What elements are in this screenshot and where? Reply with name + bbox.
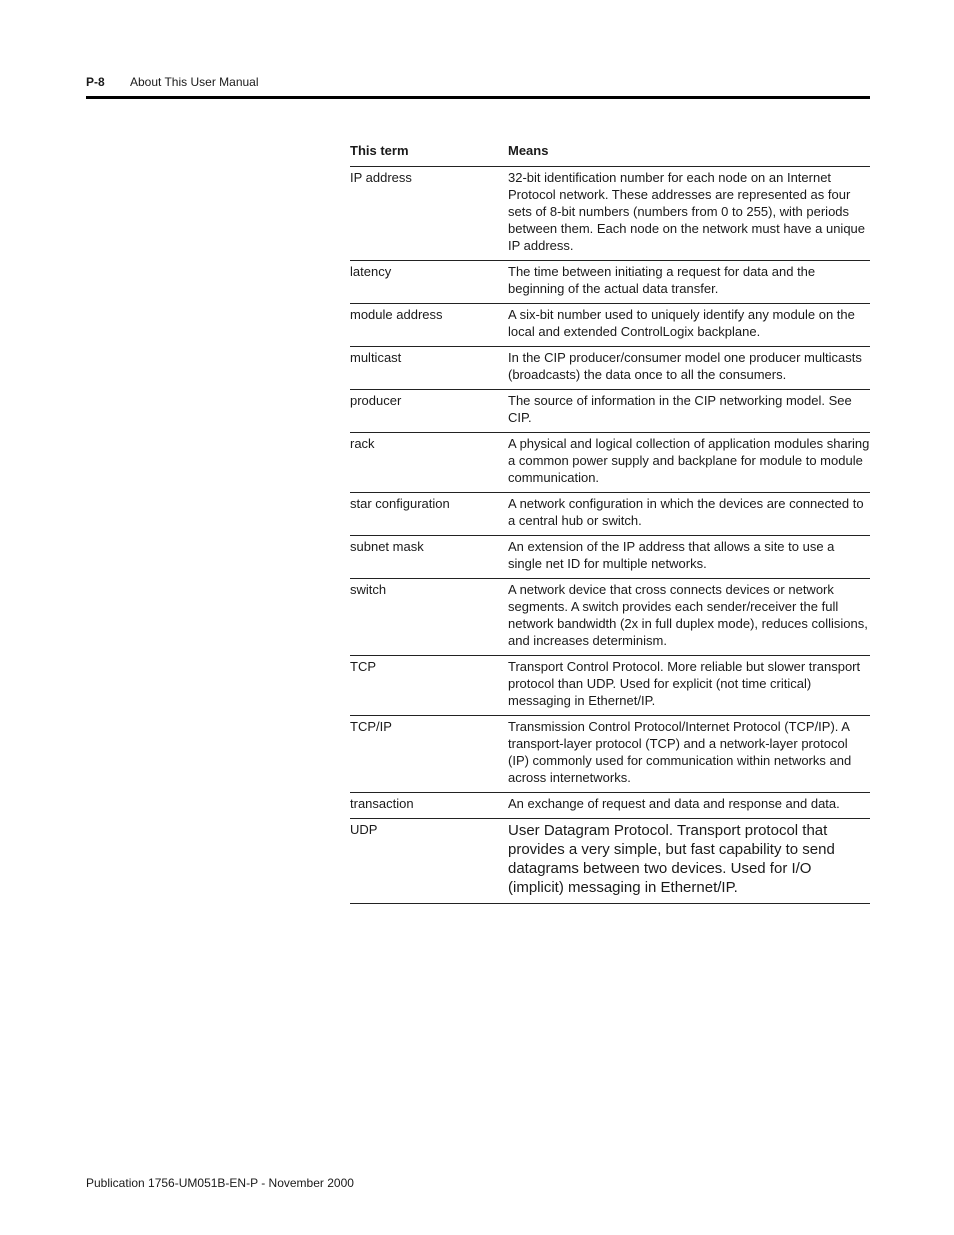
- definition-cell: In the CIP producer/consumer model one producer multicasts (broadcasts) the data once to all the consumers.: [508, 350, 862, 382]
- table-row: [350, 167, 870, 261]
- table-header: [350, 140, 870, 167]
- table-row: [350, 793, 870, 819]
- term-cell: rack: [350, 436, 375, 451]
- term-cell: IP address: [350, 170, 412, 185]
- table-row: [350, 579, 870, 656]
- definition-cell: The source of information in the CIP networking model. See CIP.: [508, 393, 852, 425]
- table-row: [350, 656, 870, 716]
- table-row: [350, 819, 870, 904]
- table-row: [350, 716, 870, 793]
- table-row: [350, 433, 870, 493]
- publication-footer: Publication 1756-UM051B-EN-P - November 2000: [86, 1176, 354, 1190]
- definition-cell: A network device that cross connects devices or network segments. A switch provides each sender/receiver the full network bandwidth (2x in full duplex mode), reduces collisions, and increases determinism.: [508, 582, 868, 648]
- definition-cell: A six-bit number used to uniquely identify any module on the local and extended ControlLogix backplane.: [508, 307, 855, 339]
- table-row: [350, 347, 870, 390]
- table-row: [350, 261, 870, 304]
- table-row: [350, 304, 870, 347]
- definition-cell: The time between initiating a request for data and the beginning of the actual data transfer.: [508, 264, 816, 296]
- definition-cell: A physical and logical collection of application modules sharing a common power supply and backplane for module to module communication.: [508, 436, 870, 485]
- term-cell: subnet mask: [350, 539, 424, 554]
- definition-cell: User Datagram Protocol. Transport protocol that provides a very simple, but fast capability to send datagrams between two devices. Used for I/O (implicit) messaging in Ethernet/IP.: [508, 822, 835, 896]
- table-row: [350, 493, 870, 536]
- term-cell: TCP/IP: [350, 719, 392, 734]
- term-cell: multicast: [350, 350, 402, 365]
- page-number: P-8: [86, 75, 105, 89]
- term-cell: transaction: [350, 796, 414, 811]
- column-header-term: This term: [350, 143, 409, 158]
- glossary-table: [350, 140, 870, 904]
- definition-cell: An extension of the IP address that allows a site to use a single net ID for multiple networks.: [508, 539, 835, 571]
- term-cell: TCP: [350, 659, 376, 674]
- term-cell: switch: [350, 582, 387, 597]
- definition-cell: An exchange of request and data and response and data.: [508, 796, 840, 811]
- table-row: [350, 536, 870, 579]
- term-cell: producer: [350, 393, 402, 408]
- definition-cell: Transport Control Protocol. More reliable but slower transport protocol than UDP. Used for explicit (not time critical) messaging in Ethernet/IP.: [508, 659, 861, 708]
- column-header-means: Means: [508, 143, 549, 158]
- section-title: About This User Manual: [130, 75, 259, 89]
- header-rule: [86, 96, 870, 99]
- table-row: [350, 390, 870, 433]
- definition-cell: 32-bit identification number for each node on an Internet Protocol network. These addresses are represented as four sets of 8-bit numbers (numbers from 0 to 255), with periods between them. Each node on the network must have a unique IP address.: [508, 170, 866, 253]
- term-cell: UDP: [350, 822, 378, 837]
- term-cell: star configuration: [350, 496, 450, 511]
- term-cell: module address: [350, 307, 443, 322]
- running-header: [86, 73, 870, 91]
- definition-cell: Transmission Control Protocol/Internet Protocol (TCP/IP). A transport-layer protocol (TCP) and a network-layer protocol (IP) commonly used for communication within networks and across internetworks.: [508, 719, 852, 785]
- definition-cell: A network configuration in which the devices are connected to a central hub or switch.: [508, 496, 864, 528]
- term-cell: latency: [350, 264, 392, 279]
